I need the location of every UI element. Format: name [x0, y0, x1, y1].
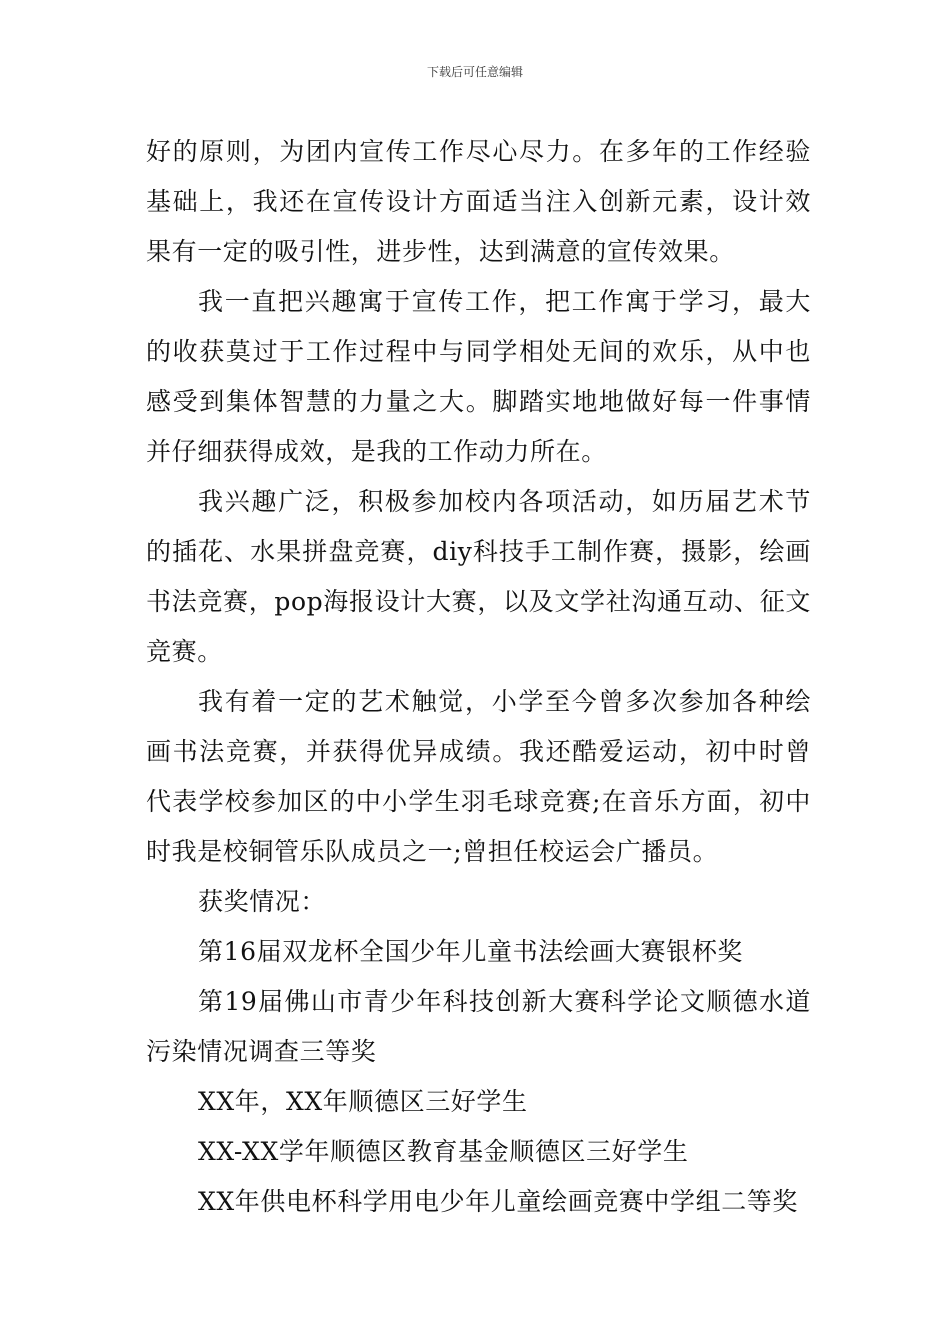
paragraph-activities: 我兴趣广泛，积极参加校内各项活动，如历届艺术节的插花、水果拼盘竞赛，diy科技手工制作赛，摄影，绘画书法竞赛，pop海报设计大赛，以及文学社沟通互动、征文竞赛。 — [146, 487, 811, 666]
award-item: XX-XX学年顺德区教育基金顺德区三好学生 — [198, 1137, 689, 1166]
award-item: 第16届双龙杯全国少年儿童书法绘画大赛银杯奖 — [198, 937, 744, 966]
paragraph-publicity-principle: 好的原则，为团内宣传工作尽心尽力。在多年的工作经验基础上，我还在宣传设计方面适当注入创新元素，设计效果有一定的吸引性，进步性，达到满意的宣传效果。 — [146, 137, 811, 266]
award-item: XX年，XX年顺德区三好学生 — [198, 1087, 528, 1116]
paragraph-interest-in-work: 我一直把兴趣寓于宣传工作，把工作寓于学习，最大的收获莫过于工作过程中与同学相处无间的欢乐，从中也感受到集体智慧的力量之大。脚踏实地地做好每一件事情并仔细获得成效，是我的工作动力所在。 — [146, 287, 811, 466]
awards-heading: 获奖情况： — [198, 887, 327, 916]
paragraph-art-and-sports: 我有着一定的艺术触觉，小学至今曾多次参加各种绘画书法竞赛，并获得优异成绩。我还酷爱运动，初中时曾代表学校参加区的中小学生羽毛球竞赛;在音乐方面，初中时我是校铜管乐队成员之一;曾担任校运会广播员。 — [146, 687, 811, 866]
page-header: 下载后可任意编辑 — [426, 65, 523, 79]
award-item: 第19届佛山市青少年科技创新大赛科学论文顺德水道污染情况调查三等奖 — [146, 987, 811, 1066]
document-body — [146, 127, 811, 1227]
award-item: XX年供电杯科学用电少年儿童绘画竞赛中学组二等奖 — [198, 1187, 798, 1216]
